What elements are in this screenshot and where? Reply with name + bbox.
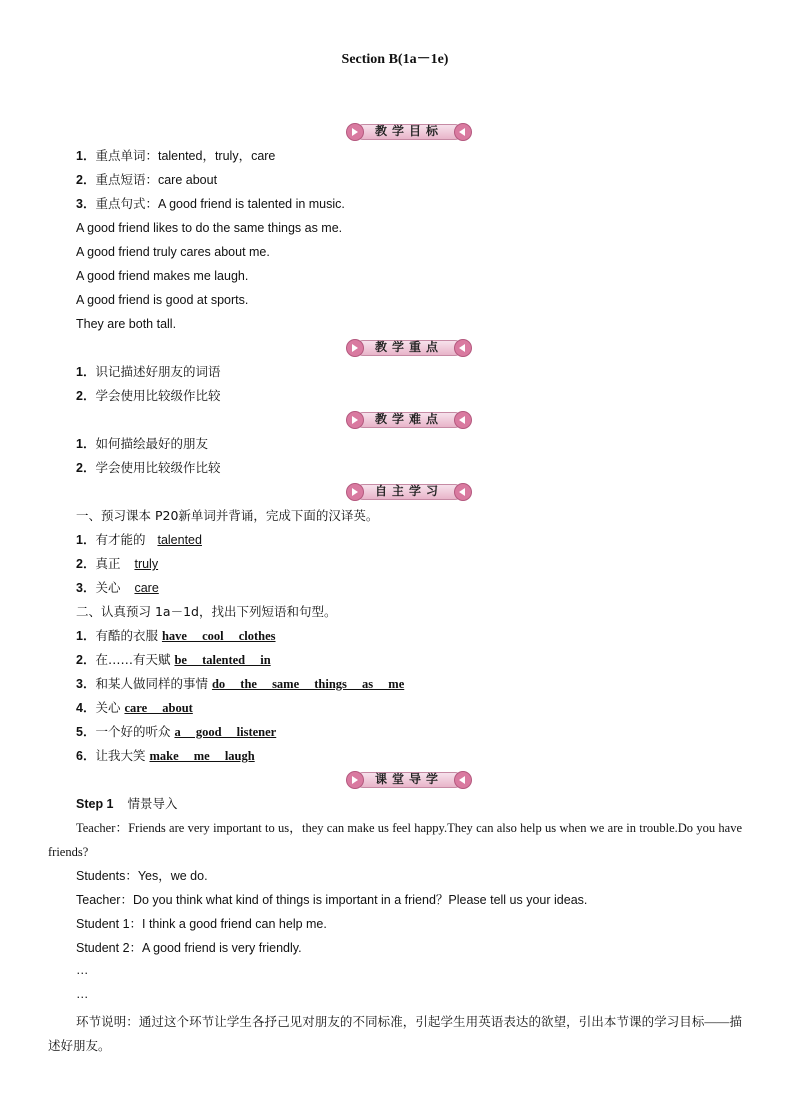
- section-banner-difficulties: 教学难点: [346, 410, 472, 428]
- step-heading: Step 1 情景导入: [76, 796, 178, 811]
- objective-item: 1．重点单词：talented，truly，care: [76, 148, 276, 163]
- dialogue-students: Students：Yes，we do.: [76, 869, 208, 883]
- section-banner-objectives: 教学目标: [346, 122, 472, 140]
- dialogue-teacher: Teacher：Do you think what kind of things is important in a friend？Please tell us your ideas.: [76, 893, 588, 907]
- answer-blank: a good listener: [174, 725, 277, 739]
- dialogue-student: Student 1：I think a good friend can help me.: [76, 917, 327, 931]
- exercise-item: 1．有才能的 talented: [76, 531, 212, 549]
- sentence-pattern: A good friend truly cares about me.: [76, 245, 270, 259]
- sentence-pattern: A good friend likes to do the same things as me.: [76, 221, 343, 235]
- exercise-item: 4．关心 care about: [76, 700, 193, 715]
- key-point-item: 1．识记描述好朋友的词语: [76, 364, 221, 379]
- exercise-item: 5．一个好的听众 a good listener: [76, 724, 277, 739]
- answer-blank: care: [134, 581, 159, 595]
- answer-blank: talented: [157, 533, 202, 547]
- answer-blank: make me laugh: [149, 749, 255, 763]
- difficulty-item: 1．如何描绘最好的朋友: [76, 436, 208, 451]
- section-banner-guidance: 课堂导学: [346, 770, 472, 788]
- answer-blank: have cool clothes: [161, 629, 276, 643]
- sentence-pattern: They are both tall.: [76, 317, 177, 331]
- exercise-item: 2．真正 truly: [76, 555, 168, 573]
- key-point-item: 2．学会使用比较级作比较: [76, 388, 221, 403]
- answer-blank: truly: [134, 557, 159, 571]
- exercise-heading: 一、预习课本 P20新单词并背诵，完成下面的汉译英。: [76, 508, 379, 523]
- sentence-pattern: A good friend makes me laugh.: [76, 269, 249, 283]
- exercise-heading: 二、认真预习 1a－1d，找出下列短语和句型。: [76, 604, 337, 619]
- answer-blank: care about: [124, 701, 193, 715]
- step-note: 环节说明：通过这个环节让学生各抒己见对朋友的不同标准，引起学生用英语表达的欲望，引出本节课的学习目标——描述好朋友。: [48, 1015, 742, 1053]
- dialogue-teacher: Teacher：Friends are very important to us，they can make us feel happy.They can also help us when we are in trouble.Do you have friends?: [48, 821, 742, 859]
- answer-blank: be talented in: [174, 653, 271, 667]
- section-banner-key-points: 教学重点: [346, 338, 472, 356]
- ellipsis: …: [76, 987, 89, 1001]
- objective-item: 3．重点句式：A good friend is talented in music.: [76, 196, 345, 211]
- exercise-item: 2．在……有天赋 be talented in: [76, 652, 271, 667]
- answer-blank: do the same things as me: [211, 677, 405, 691]
- exercise-item: 3．关心 care: [76, 579, 169, 597]
- dialogue-student: Student 2：A good friend is very friendly.: [76, 941, 302, 955]
- exercise-item: 1．有酷的衣服 have cool clothes: [76, 628, 276, 643]
- sentence-pattern: A good friend is good at sports.: [76, 293, 249, 307]
- section-banner-self-study: 自主学习: [346, 482, 472, 500]
- page-title: Section B(1a－1e): [341, 52, 449, 67]
- exercise-item: 6．让我大笑 make me laugh: [76, 748, 255, 763]
- objective-item: 2．重点短语：care about: [76, 172, 218, 187]
- ellipsis: …: [76, 963, 89, 977]
- difficulty-item: 2．学会使用比较级作比较: [76, 460, 221, 475]
- exercise-item: 3．和某人做同样的事情 do the same things as me: [76, 676, 405, 691]
